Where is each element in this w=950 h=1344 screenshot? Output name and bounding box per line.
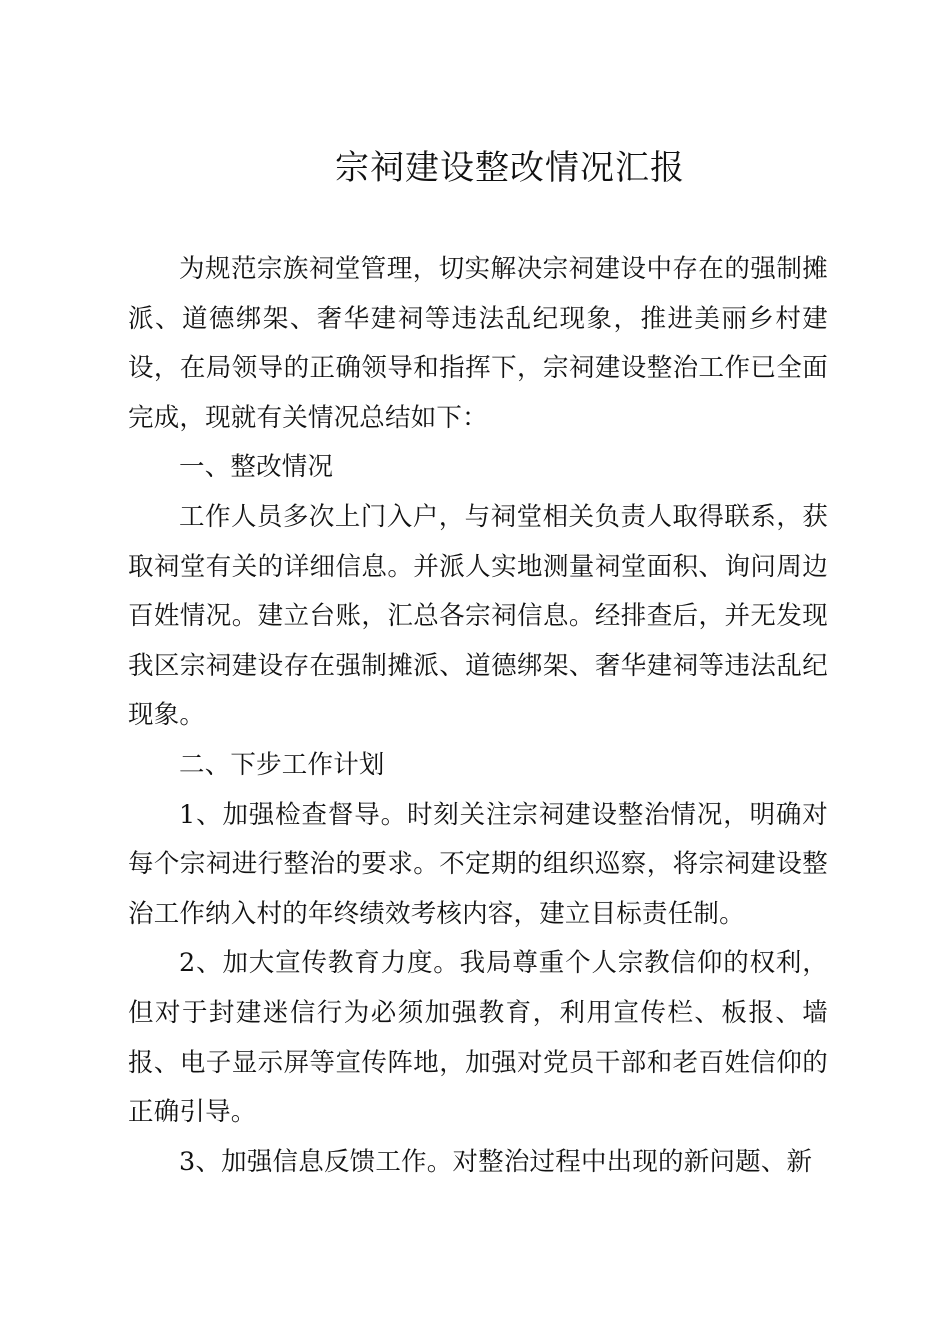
plan-item-2-text: 、加大宣传教育力度。我局尊重个人宗教信仰的权利，但对于封建迷信行为必须加强教育，利用宣传栏、板报、墙报、电子显示屏等宣传阵地，加强对党员干部和老百姓信仰的正确引导。 xyxy=(128,948,828,1128)
plan-item-1-number: 1 xyxy=(179,799,196,830)
document-body xyxy=(128,245,828,1187)
plan-item-3 xyxy=(128,1138,828,1188)
plan-item-1-text: 、加强检查督导。时刻关注宗祠建设整治情况，明确对每个宗祠进行整治的要求。不定期的组织巡察，将宗祠建设整治工作纳入村的年终绩效考核内容，建立目标责任制。 xyxy=(128,799,828,929)
section-heading-next-steps: 二、下步工作计划 xyxy=(179,749,385,780)
plan-item-3-text: 、加强信息反馈工作。对整治过程中出现的新问题、新 xyxy=(195,1146,813,1177)
plan-item-2 xyxy=(128,939,828,1137)
intro-paragraph: 为规范宗族祠堂管理，切实解决宗祠建设中存在的强制摊派、道德绑架、奢华建祠等违法乱纪现象，推进美丽乡村建设，在局领导的正确领导和指挥下，宗祠建设整治工作已全面完成，现就有关情况总结如下： xyxy=(128,254,828,433)
section-heading-rectification: 一、整改情况 xyxy=(179,452,334,483)
plan-item-3-number: 3 xyxy=(179,1146,196,1177)
plan-item-1 xyxy=(128,791,828,940)
section-body-rectification: 工作人员多次上门入户，与祠堂相关负责人取得联系，获取祠堂有关的详细信息。并派人实地测量祠堂面积、询问周边百姓情况。建立台账，汇总各宗祠信息。经排查后，并无发现我区宗祠建设存在强制摊派、道德绑架、奢华建祠等违法乱纪现象。 xyxy=(128,501,828,731)
document-title: 宗祠建设整改情况汇报 xyxy=(335,148,685,188)
plan-item-2-number: 2 xyxy=(179,948,196,979)
